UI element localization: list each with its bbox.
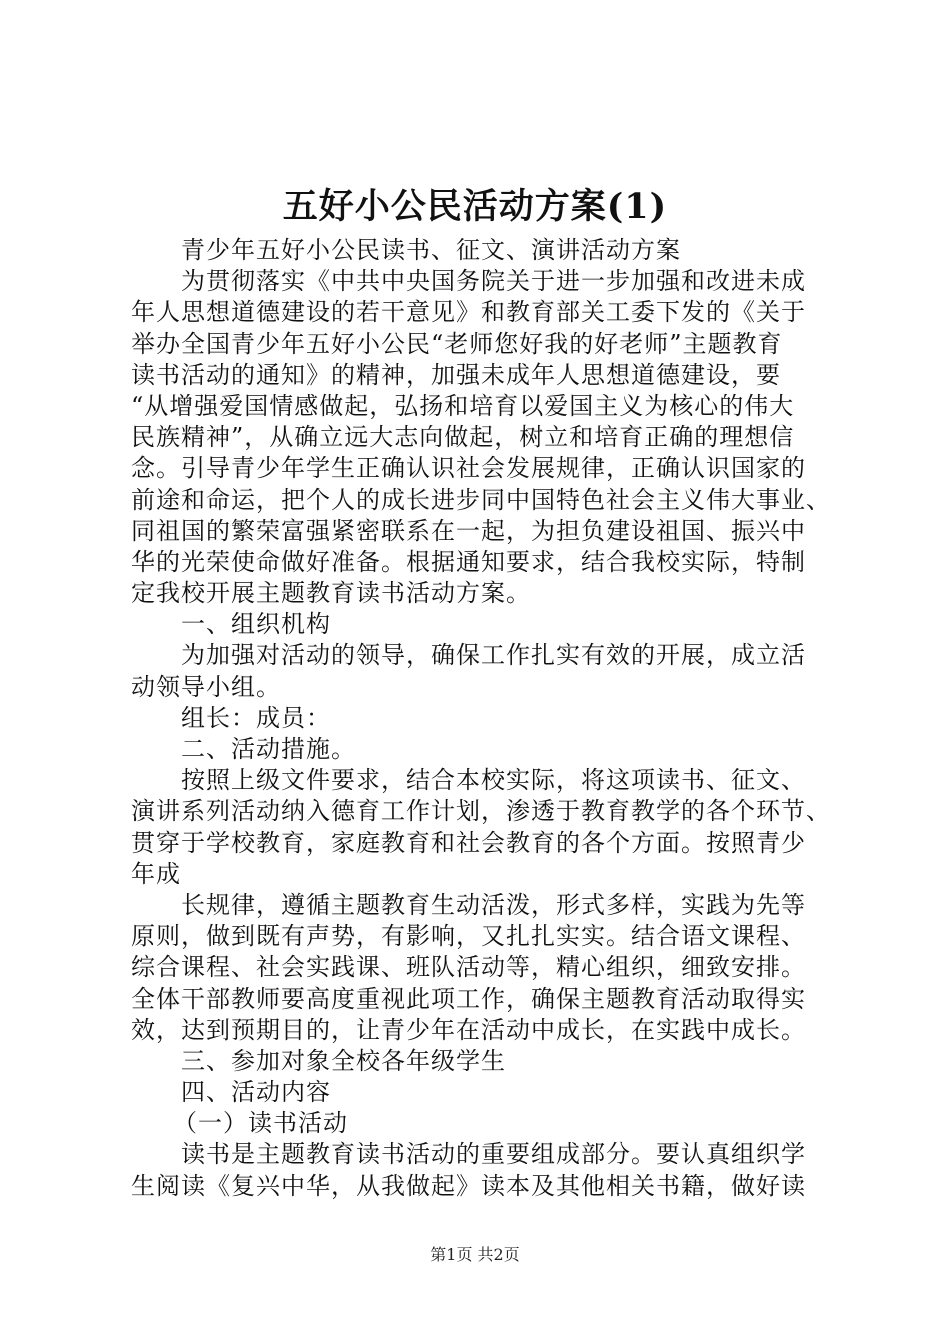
paragraph-line: 效，达到预期目的，让青少年在活动中成长，在实践中成长。	[131, 1015, 806, 1044]
paragraph-line: 组长：成员：	[181, 703, 331, 732]
section-heading: 二、活动措施。	[181, 735, 356, 763]
paragraph-line: 演讲系列活动纳入德育工作计划，渗透于教育教学的各个环节、	[131, 797, 831, 826]
paragraph-line: 动领导小组。	[131, 672, 281, 701]
paragraph-line: 前途和命运，把个人的成长进步同中国特色社会主义伟大事业、	[131, 485, 831, 514]
paragraph-line: 读书是主题教育读书活动的重要组成部分。要认真组织学	[181, 1140, 806, 1169]
paragraph-line: 长规律，遵循主题教育生动活泼，形式多样，实践为先等	[181, 890, 806, 919]
paragraph-line: 念。引导青少年学生正确认识社会发展规律，正确认识国家的	[131, 454, 806, 483]
subtitle-line: 青少年五好小公民读书、征文、演讲活动方案	[181, 236, 681, 264]
paragraph-line: 定我校开展主题教育读书活动方案。	[131, 579, 531, 608]
section-heading: 三、参加对象全校各年级学生	[181, 1046, 506, 1075]
subsection-heading: （一）读书活动	[173, 1109, 348, 1138]
document-title: 五好小公民活动方案(1)	[282, 186, 668, 227]
paragraph-line: 生阅读《复兴中华，从我做起》读本及其他相关书籍，做好读	[131, 1171, 806, 1200]
paragraph-line: 读书活动的通知》的精神，加强未成年人思想道德建设，要	[131, 360, 781, 389]
paragraph-line: 同祖国的繁荣富强紧密联系在一起，为担负建设祖国、振兴中	[131, 516, 806, 545]
paragraph-line: 按照上级文件要求，结合本校实际，将这项读书、征文、	[181, 766, 806, 795]
paragraph-line: 华的光荣使命做好准备。根据通知要求，结合我校实际，特制	[131, 547, 806, 576]
document-body	[131, 235, 831, 1202]
paragraph-line: 年成	[131, 859, 181, 888]
paragraph-line: 年人思想道德建设的若干意见》和教育部关工委下发的《关于	[131, 298, 806, 327]
section-heading: 四、活动内容	[181, 1078, 331, 1107]
paragraph-line: 贯穿于学校教育，家庭教育和社会教育的各个方面。按照青少	[131, 828, 806, 857]
paragraph-line: 民族精神”，从确立远大志向做起，树立和培育正确的理想信	[131, 423, 795, 452]
paragraph-line: 为贯彻落实《中共中央国务院关于进一步加强和改进未成	[181, 267, 806, 296]
paragraph-line: 为加强对活动的领导，确保工作扎实有效的开展，成立活	[181, 641, 806, 670]
paragraph-line: 综合课程、社会实践课、班队活动等，精心组织，细致安排。	[131, 953, 806, 982]
section-heading: 一、组织机构	[181, 610, 331, 639]
paragraph-line: 原则，做到既有声势，有影响，又扎扎实实。结合语文课程、	[131, 922, 806, 951]
paragraph-line: 举办全国青少年五好小公民“老师您好我的好老师”主题教育	[131, 329, 783, 358]
paragraph-line: 全体干部教师要高度重视此项工作，确保主题教育活动取得实	[131, 984, 806, 1013]
page-footer: 第1页 共2页	[430, 1245, 520, 1264]
paragraph-line: “从增强爱国情感做起，弘扬和培育以爱国主义为核心的伟大	[131, 391, 795, 420]
